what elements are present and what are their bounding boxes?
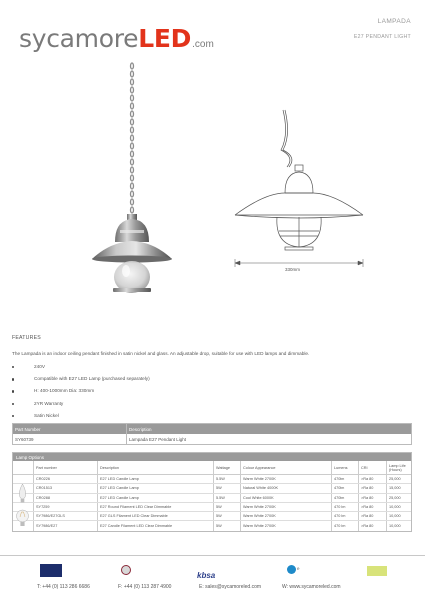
colour-cell: Cool White 6000K xyxy=(241,494,332,502)
header-cell: CRI xyxy=(359,461,387,474)
colour-cell: Warm White 2700K xyxy=(241,512,332,520)
lumens-cell: 470lm xyxy=(332,475,359,483)
cri-cell: >Ra 80 xyxy=(359,475,387,483)
contact-bar xyxy=(0,584,425,594)
part-number-cell: CR0226 xyxy=(34,475,98,483)
part-number-cell: SY7986/E27GLS xyxy=(34,512,98,520)
feature-item: H: 400-1000mm Dia: 330mm xyxy=(12,385,412,397)
lamp-life-cell: 15,000 xyxy=(389,486,401,491)
lamp-life-cell: 25,000 xyxy=(389,495,401,500)
header-cell: Part number xyxy=(34,461,98,474)
product-title: LAMPADA xyxy=(377,18,411,25)
table-row xyxy=(13,434,411,444)
features-list xyxy=(12,361,412,422)
table-row xyxy=(13,494,411,503)
lamp-life-cell: 10,000 xyxy=(389,505,401,510)
table-row xyxy=(13,512,411,521)
colour-cell: Warm White 2700K xyxy=(241,475,332,483)
colour-cell: Warm White 2700K xyxy=(241,521,332,530)
brand-name-part1: sycamore xyxy=(19,24,139,53)
table-row xyxy=(13,475,411,484)
description-cell: Lampada E27 Pendant Light xyxy=(129,436,187,442)
table-row xyxy=(13,484,411,493)
description-cell: E27 Round Filament LED Clear Dimmable xyxy=(98,503,214,511)
features-heading: FEATURES xyxy=(12,335,41,341)
part-number-cell: CR0288 xyxy=(34,494,98,502)
e-badge-icon xyxy=(287,565,296,574)
header-hours: (Hours) xyxy=(389,467,402,472)
part-number-cell: SY60739 xyxy=(13,434,127,444)
lumens-cell: 470 lm xyxy=(332,503,359,511)
feature-item: 2YR Warranty xyxy=(12,398,412,410)
header-cell xyxy=(387,461,411,474)
fax: F: +44 (0) 113 287 4900 xyxy=(118,584,172,590)
wattage-cell: 5W xyxy=(214,521,241,530)
product-photo xyxy=(80,60,185,295)
wattage-cell: 5.5W xyxy=(214,494,241,502)
cri-cell: >Ra 80 xyxy=(359,521,387,530)
description-cell: E27 Candle Filament LED Clear Dimmable xyxy=(98,521,214,530)
header-cell: Description xyxy=(98,461,214,474)
telephone: T: +44 (0) 113 286 6686 xyxy=(37,584,90,590)
header-cell: Colour Appearance xyxy=(241,461,332,474)
product-subtitle: E27 PENDANT LIGHT xyxy=(353,34,411,40)
header-cell xyxy=(13,461,34,474)
header-cell: Description xyxy=(129,426,152,432)
colour-cell: Warm White 2700K xyxy=(241,503,332,511)
part-number-cell: CR01513 xyxy=(34,484,98,492)
table-header xyxy=(13,461,411,475)
cri-cell: >Ra 80 xyxy=(359,503,387,511)
header-lamp-life: Lamp Life xyxy=(389,463,406,468)
cri-cell: >Ra 80 xyxy=(359,494,387,502)
lumens-cell: 470 lm xyxy=(332,521,359,530)
wattage-cell: 5.5W xyxy=(214,475,241,483)
table-header xyxy=(13,424,411,434)
feature-item: Compatible with E27 LED Lamp (purchased separately) xyxy=(12,373,412,385)
colour-cell: Natural White 4000K xyxy=(241,484,332,492)
accreditation-badges xyxy=(0,564,425,578)
wattage-cell: 5W xyxy=(214,512,241,520)
email-link[interactable]: E: sales@sycamoreled.com xyxy=(199,584,262,590)
part-number-table xyxy=(12,423,412,445)
kbsa-badge xyxy=(197,565,219,580)
description-cell: E27 LED Candle Lamp xyxy=(98,484,214,492)
web-link[interactable]: W: www.sycamoreled.com xyxy=(282,584,341,590)
accreditation-badge xyxy=(40,564,62,577)
cri-cell: >Ra 80 xyxy=(359,484,387,492)
header-cell: Lumens xyxy=(332,461,359,474)
lumens-cell: 470 lm xyxy=(332,512,359,520)
table-row xyxy=(13,503,411,512)
table-row xyxy=(13,521,411,530)
header-cell: Part Number xyxy=(13,424,127,434)
brand-name-part3: .com xyxy=(192,39,214,50)
part-number-cell: SY7986/E27 xyxy=(34,521,98,530)
table-title: Lamp Options xyxy=(13,453,411,461)
cri-cell: >Ra 80 xyxy=(359,512,387,520)
header-cell: Wattage xyxy=(214,461,241,474)
dimension-label: 330mm xyxy=(285,267,301,272)
bulb-images xyxy=(13,474,32,538)
brand-logo xyxy=(19,24,214,53)
document-header xyxy=(354,18,411,40)
brand-name-part2: LED xyxy=(138,24,192,53)
product-line-drawing xyxy=(225,105,375,280)
feature-item: Satin Nickel xyxy=(12,410,412,422)
description-cell: E27 GLS Filament LED Clear Dimmable xyxy=(98,512,214,520)
part-number-cell: SY7259 xyxy=(34,503,98,511)
description-cell: E27 LED Candle Lamp xyxy=(98,494,214,502)
wattage-cell: 5W xyxy=(214,484,241,492)
lumens-cell: 470lm xyxy=(332,494,359,502)
certification-badge xyxy=(367,566,387,576)
footer-divider xyxy=(0,555,425,556)
candle-bulb-image xyxy=(19,484,25,503)
kbsa-text: kbsa xyxy=(197,571,216,580)
lamp-options-table xyxy=(12,452,412,532)
description-cell: E27 LED Candle Lamp xyxy=(98,475,214,483)
lamp-life-cell: 10,000 xyxy=(389,524,401,529)
features-section xyxy=(12,335,412,422)
wattage-cell: 5W xyxy=(214,503,241,511)
e-badge xyxy=(287,565,314,576)
features-description: The Lampada is an indoor ceiling pendant finished in satin nickel and glass. An adjustable drop, suitable for use with LED lamps and dimmable. xyxy=(12,351,310,356)
award-badge xyxy=(121,565,131,575)
e-badge-text: e xyxy=(297,566,300,571)
filament-bulb-image xyxy=(17,510,29,526)
lamp-life-cell: 10,000 xyxy=(389,514,401,519)
lumens-cell: 470lm xyxy=(332,484,359,492)
feature-item: 240V xyxy=(12,361,412,373)
lamp-life-cell: 25,000 xyxy=(389,477,401,482)
